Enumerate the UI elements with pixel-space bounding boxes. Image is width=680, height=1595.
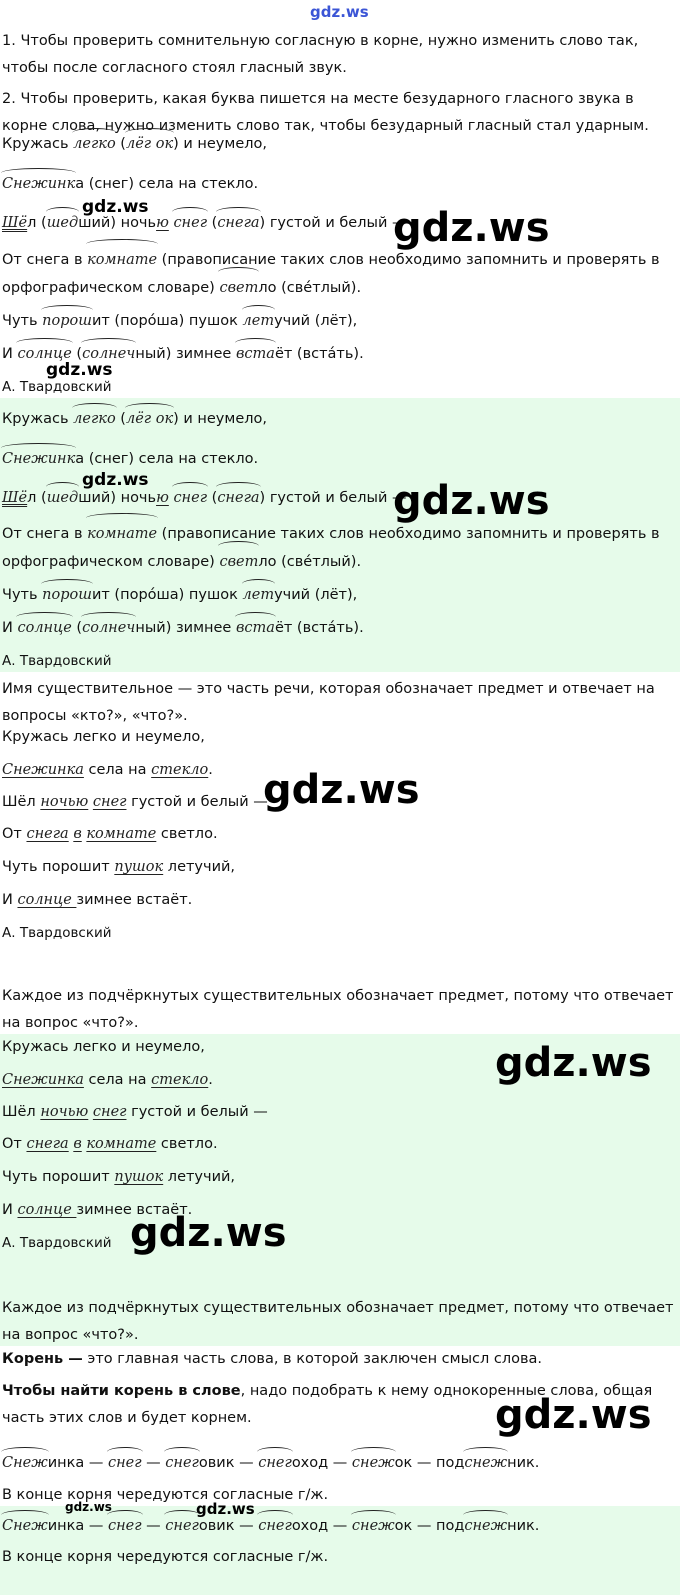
poem-line: От снега в комнате (правописание таких слов необходимо запомнить и проверять в орфографическом словаре) светло (свéтлый). (2, 246, 678, 302)
poem-line: Снежинка села на стекло. (2, 1072, 213, 1088)
watermark: gdz.ws (393, 478, 550, 524)
poem-line: От снега в комнате (правописание таких слов необходимо запомнить и проверять в орфографическом словаре) светло (свéтлый). (2, 520, 678, 576)
poem-author: А. Твардовский (2, 653, 112, 669)
site-logo-link[interactable]: gdz.ws (310, 3, 369, 21)
poem-line: Чуть порошит (порóша) пушок летучий (лёт), (2, 313, 358, 329)
find-root-instruction: Чтобы найти корень в слове, надо подобрать к нему однокоренные слова, общая часть этих слов и будет корнем. (2, 1383, 653, 1426)
watermark: gdz.ws (65, 1500, 112, 1514)
watermark: gdz.ws (196, 1500, 255, 1518)
root-definition: Корень — это главная часть слова, в которой заключен смысл слова. (2, 1351, 543, 1367)
poem-line: Кружась легко и неумело, (2, 1039, 205, 1055)
poem-line: От снега в комнате светло. (2, 1136, 218, 1152)
poem-author: А. Твардовский (2, 1235, 112, 1251)
alternation-note: В конце корня чередуются согласные г/ж. (2, 1549, 329, 1565)
watermark: gdz.ws (46, 360, 113, 380)
poem-line: И солнце (солнечный) зимнее встаёт (встáть). (2, 346, 364, 362)
poem-line: Шёл ночью снег густой и белый — (2, 1104, 268, 1120)
poem-line: И солнце зимнее встаёт. (2, 1202, 193, 1218)
watermark: gdz.ws (495, 1040, 652, 1086)
poem-line: Снежинка (снег) села на стекло. (2, 451, 259, 467)
watermark: gdz.ws (263, 767, 420, 813)
poem-line: Чуть порошит пушок летучий, (2, 1169, 236, 1185)
rule-consonant-check: 1. Чтобы проверить сомнительную согласную в корне, нужно изменить слово так, чтобы после согласного стоял гласный звук. (2, 33, 639, 76)
poem-line: Чуть порошит пушок летучий, (2, 859, 236, 875)
watermark: gdz.ws (82, 197, 149, 217)
poem-line: Кружась легко и неумело, (2, 729, 205, 745)
poem-line: Шёл (шедший) ночью снег (снега) густой и белый — (2, 215, 407, 231)
explanation-text: Каждое из подчёркнутых существительных обозначает предмет, потому что отвечает на вопрос «что?». (2, 1300, 674, 1343)
noun-definition: Имя существительное — это часть речи, которая обозначает предмет и отвечает на вопросы «кто?», «что?». (2, 681, 655, 724)
poem-line: От снега в комнате светло. (2, 826, 218, 842)
poem-line: Чуть порошит (порóша) пушок летучий (лёт), (2, 587, 358, 603)
watermark: gdz.ws (82, 470, 149, 490)
root-word-chain: Снежинка — снег — снеговик — снегоход — снежок — подснежник. (2, 1518, 540, 1534)
poem-line: Кружась легко (лёг ок) и неумело, (2, 136, 267, 152)
poem-line: Шёл ночью снег густой и белый — (2, 794, 268, 810)
watermark: gdz.ws (130, 1210, 287, 1256)
alternation-note: В конце корня чередуются согласные г/ж. (2, 1487, 329, 1503)
poem-line: Снежинка села на стекло. (2, 762, 213, 778)
poem-line: Снежинка (снег) села на стекло. (2, 176, 259, 192)
watermark: gdz.ws (393, 205, 550, 251)
watermark: gdz.ws (495, 1392, 652, 1438)
poem-line: И солнце зимнее встаёт. (2, 892, 193, 908)
poem-line: И солнце (солнечный) зимнее встаёт (встáть). (2, 620, 364, 636)
root-word-chain: Снежинка — снег — снеговик — снегоход — снежок — подснежник. (2, 1455, 540, 1471)
poem-line: Шёл (шедший) ночью снег (снега) густой и белый — (2, 490, 407, 506)
poem-author: А. Твардовский (2, 925, 112, 941)
poem-line: Кружась легко (лёг ок) и неумело, (2, 411, 267, 427)
explanation-text: Каждое из подчёркнутых существительных обозначает предмет, потому что отвечает на вопрос «что?». (2, 988, 674, 1031)
poem-author: А. Твардовский (2, 379, 112, 395)
rule-vowel-check: 2. Чтобы проверить, какая буква пишется на месте безударного гласного звука в корне слова, нужно изменить слово так, чтобы безударный гласный стал ударным. (2, 91, 649, 134)
